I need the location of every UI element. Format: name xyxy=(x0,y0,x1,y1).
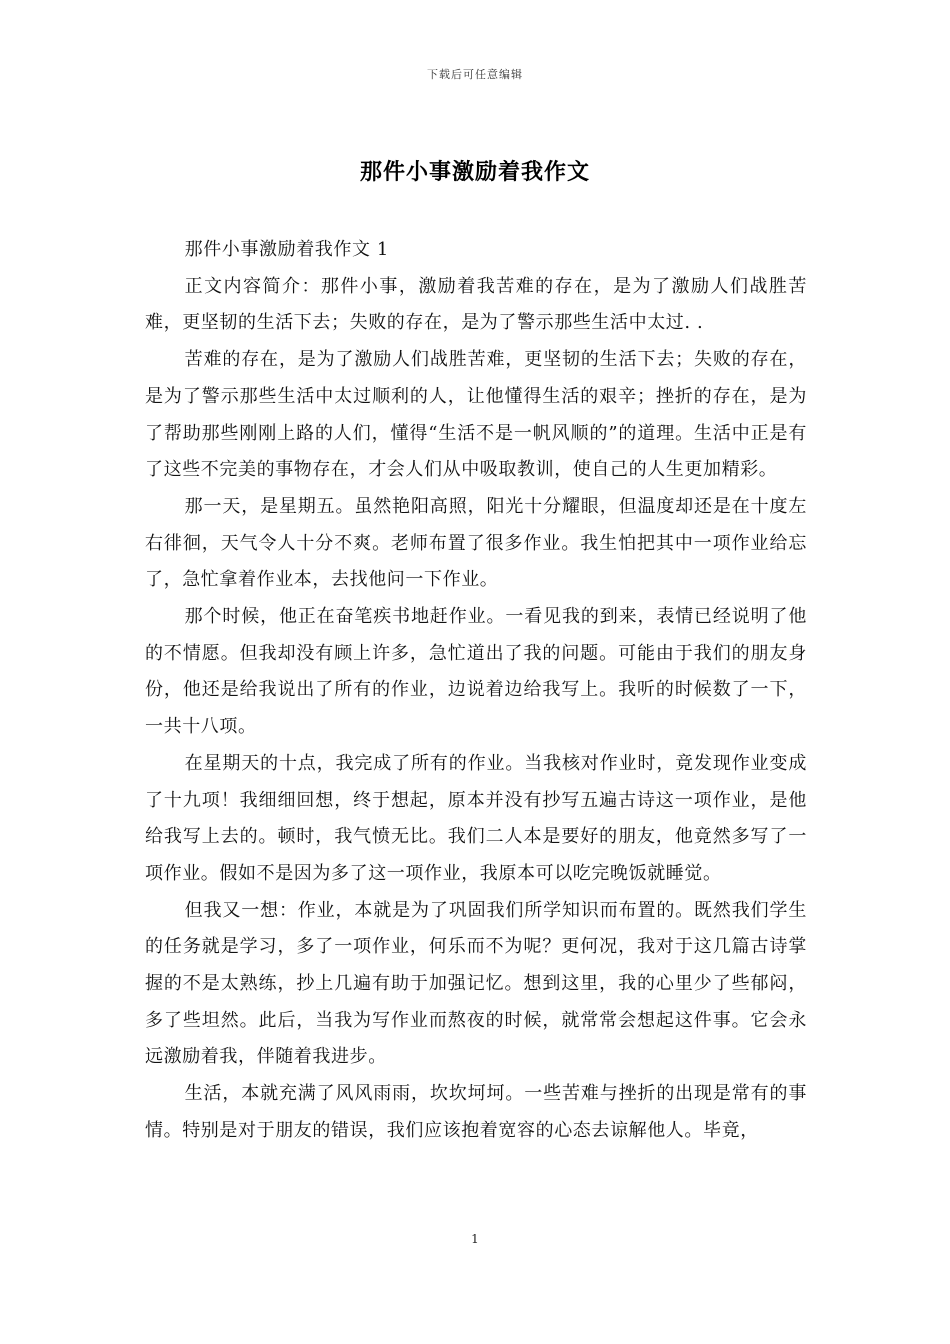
paragraph: 但我又一想：作业，本就是为了巩固我们所学知识而布置的。既然我们学生的任务就是学习，多了一项作业，何乐而不为呢？更何况，我对于这几篇古诗掌握的不是太熟练，抄上几遍有助于加强记忆。想到这里，我的心里少了些郁闷，多了些坦然。此后，当我为写作业而熬夜的时候，就常常会想起这件事。它会永远激励着我，伴随着我进步。 xyxy=(145,899,807,1068)
paragraph: 苦难的存在，是为了激励人们战胜苦难，更坚韧的生活下去；失败的存在，是为了警示那些生活中太过顺利的人，让他懂得生活的艰辛；挫折的存在，是为了帮助那些刚刚上路的人们，懂得“生活不是一帆风顺的”的道理。生活中正是有了这些不完美的事物存在，才会人们从中吸取教训，使自己的人生更加精彩。 xyxy=(145,349,807,481)
header-note: 下载后可任意编辑 xyxy=(427,68,523,81)
paragraph-subtitle: 那件小事激励着我作文 1 xyxy=(184,239,389,260)
document-title: 那件小事激励着我作文 xyxy=(359,160,590,185)
paragraph: 正文内容简介：那件小事，激励着我苦难的存在，是为了激励人们战胜苦难，更坚韧的生活下去；失败的存在，是为了警示那些生活中太过. . xyxy=(145,275,807,334)
paragraph: 在星期天的十点，我完成了所有的作业。当我核对作业时，竟发现作业变成了十九项！我细细回想，终于想起，原本并没有抄写五遍古诗这一项作业，是他给我写上去的。顿时，我气愤无比。我们二人本是要好的朋友，他竟然多写了一项作业。假如不是因为多了这一项作业，我原本可以吃完晚饭就睡觉。 xyxy=(145,752,807,884)
paragraph: 那一天，是星期五。虽然艳阳高照，阳光十分耀眼，但温度却还是在十度左右徘徊，天气令人十分不爽。老师布置了很多作业。我生怕把其中一项作业给忘了，急忙拿着作业本，去找他问一下作业。 xyxy=(145,495,807,591)
document-body xyxy=(145,232,807,1150)
page-number: 1 xyxy=(471,1232,479,1246)
paragraph: 生活，本就充满了风风雨雨，坎坎坷坷。一些苦难与挫折的出现是常有的事情。特别是对于朋友的错误，我们应该抱着宽容的心态去谅解他人。毕竟， xyxy=(145,1083,807,1141)
paragraph: 那个时候，他正在奋笔疾书地赶作业。一看见我的到来，表情已经说明了他的不情愿。但我却没有顾上许多，急忙道出了我的问题。可能由于我们的朋友身份，他还是给我说出了所有的作业，边说着边给我写上。我听的时候数了一下，一共十八项。 xyxy=(145,606,807,738)
